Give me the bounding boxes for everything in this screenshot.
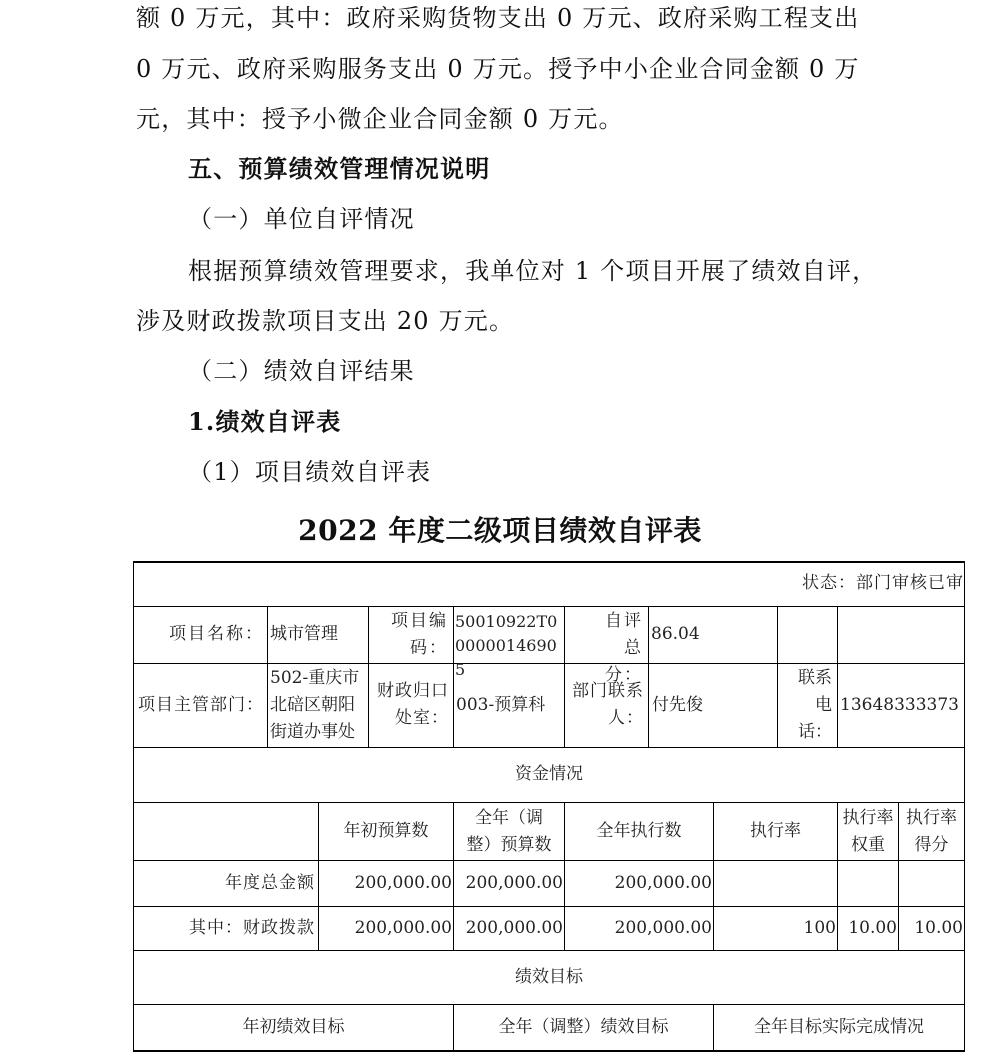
row-fiscal-initial: 200,000.00 [354, 918, 452, 938]
row-total-adjusted: 200,000.00 [465, 873, 563, 893]
section-heading: 五、预算绩效管理情况说明 [188, 154, 491, 183]
project-code-value: 50010922T000000146905 [455, 612, 558, 679]
row-total-initial: 200,000.00 [354, 873, 452, 893]
self-score-label: 自评总分： [605, 611, 643, 685]
text-line: 0 万元、政府采购服务支出 0 万元。授予中小企业合同金额 0 万 [136, 55, 860, 83]
project-name-value: 城市管理 [270, 624, 338, 644]
row-fiscal-rate: 100 [803, 918, 836, 938]
item-subheading: （1）项目绩效自评表 [188, 458, 432, 486]
col-rate-score: 执行率得分 [906, 808, 957, 855]
col-initial-budget: 年初预算数 [343, 821, 429, 841]
self-score-value: 86.04 [651, 624, 700, 644]
project-name-label: 项目名称： [169, 624, 264, 644]
goal-adjusted: 全年（调整）绩效目标 [498, 1017, 669, 1037]
row-fiscal-adjusted: 200,000.00 [465, 918, 563, 938]
row-fiscal-score: 10.00 [914, 918, 963, 938]
finance-office-value: 003-预算科 [456, 695, 546, 715]
goals-header: 绩效目标 [515, 967, 583, 987]
col-adjusted-budget: 全年（调整）预算数 [466, 808, 552, 855]
text-line: 额 0 万元，其中：政府采购货物支出 0 万元、政府采购工程支出 [136, 4, 860, 32]
text-line: 根据预算绩效管理要求，我单位对 1 个项目开展了绩效自评， [188, 257, 878, 285]
contact-label: 部门联系人： [572, 681, 644, 728]
subsection-heading: （一）单位自评情况 [188, 205, 415, 233]
text-line: 涉及财政拨款项目支出 20 万元。 [136, 307, 515, 335]
phone-label: 联系电话： [798, 668, 832, 742]
subsection-heading: （二）绩效自评结果 [188, 357, 415, 385]
project-code-label: 项目编码： [391, 611, 448, 658]
funds-header: 资金情况 [515, 764, 583, 784]
status-text: 状态：部门审核已审 [802, 573, 964, 593]
goal-actual: 全年目标实际完成情况 [754, 1017, 924, 1037]
row-fiscal-label: 其中：财政拨款 [189, 918, 315, 938]
row-total-label: 年度总金额 [225, 873, 315, 893]
dept-value: 502-重庆市北碚区朝阳街道办事处 [270, 668, 360, 742]
phone-value: 13648333373 [840, 695, 959, 715]
table-title: 2022 年度二级项目绩效自评表 [298, 514, 702, 547]
row-total-executed: 200,000.00 [614, 873, 712, 893]
col-exec-rate: 执行率 [750, 821, 801, 841]
item-heading: 1.绩效自评表 [188, 407, 342, 436]
row-fiscal-weight: 10.00 [848, 918, 897, 938]
text-line: 元，其中：授予小微企业合同金额 0 万元。 [136, 105, 624, 133]
finance-office-label: 财政归口处室： [377, 681, 449, 728]
col-executed: 全年执行数 [596, 821, 682, 841]
goal-initial: 年初绩效目标 [242, 1017, 345, 1037]
contact-value: 付先俊 [652, 695, 703, 715]
row-fiscal-executed: 200,000.00 [614, 918, 712, 938]
dept-label: 项目主管部门： [138, 695, 264, 715]
col-rate-weight: 执行率权重 [842, 808, 894, 855]
